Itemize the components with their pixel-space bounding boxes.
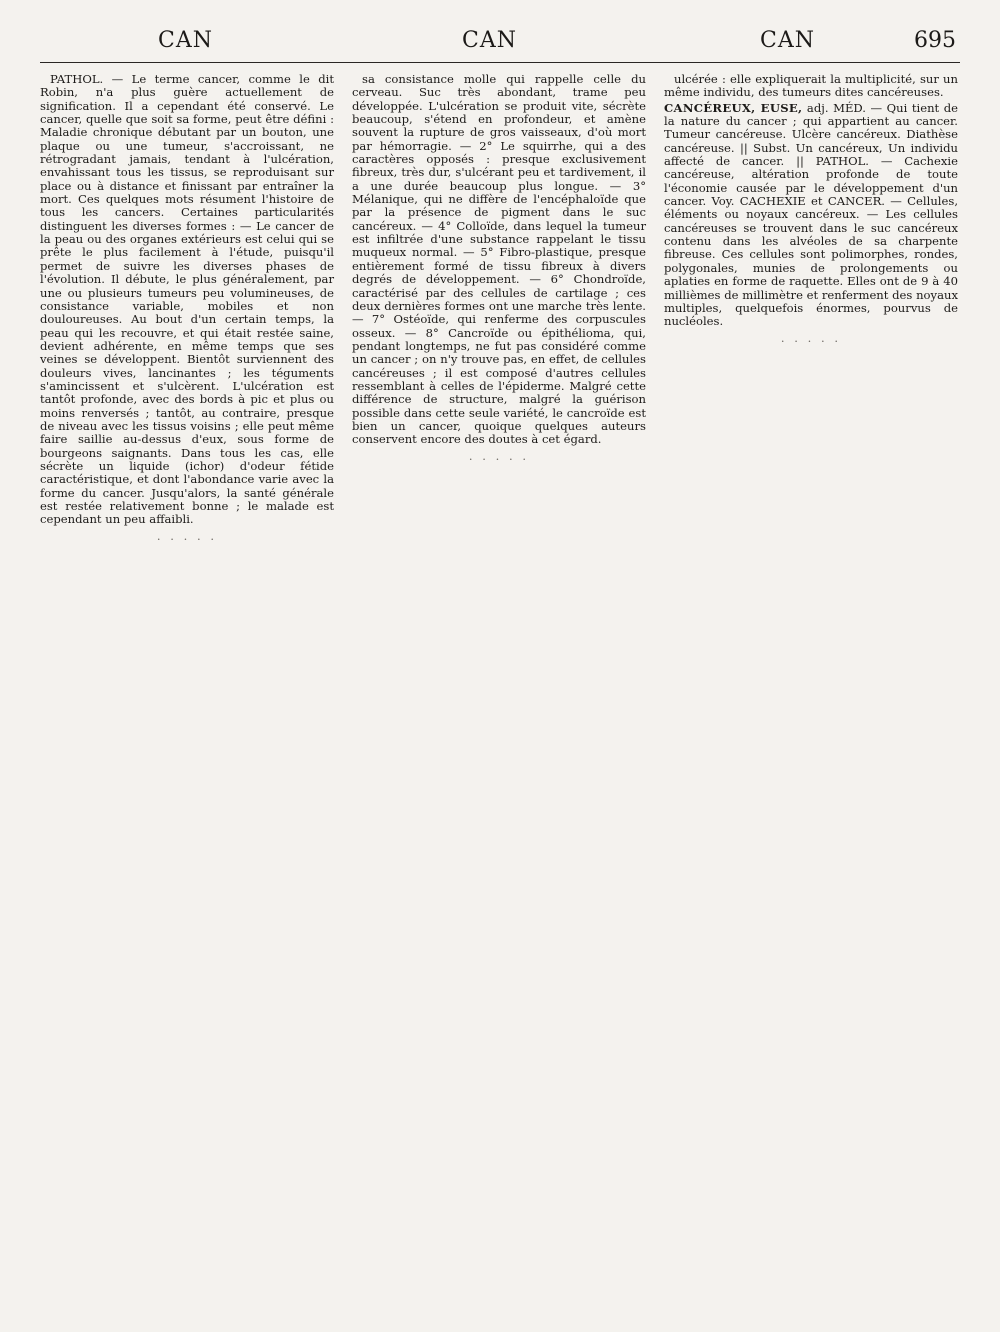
column-middle bbox=[352, 73, 646, 546]
running-head bbox=[40, 22, 960, 63]
running-head-right: CAN bbox=[760, 28, 815, 53]
continued-text-marker: · · · · · bbox=[780, 333, 842, 348]
column-right bbox=[664, 73, 958, 546]
entry-text: adj. MÉD. — Qui tient de la nature du cancer ; qui appartient au cancer. Tumeur cancéreuse. Ulcère cancéreux. Diathèse cancéreuse. || Subst. Un cancéreux, Un individu affecté de cancer. || PATHOL. — Cachexie cancéreuse, altération profonde de toute l'économie causée par le développement d'un cancer. Voy. CACHEXIE et CANCER. — Cellules, éléments ou noyaux cancéreux. — Les cellules cancéreuses se trouvent dans le suc cancéreux contenu dans les alvéoles de sa charpente fibreuse. Ces cellules sont polimorphes, rondes, polygonales, munies de prolongements ou aplaties en forme de raquette. Elles ont de 9 à 40 millièmes de millimètre et renferment des noyaux multiples, quelquefois énormes, pourvus de nucléoles. bbox=[664, 100, 959, 329]
column-paragraph: PATHOL. — Le terme cancer, comme le dit Robin, n'a plus guère actuellement de signification. Il a cependant été conservé. Le cancer, quelle que soit sa forme, peut être défini : Maladie chronique débutant par un bouton, une plaque ou une tumeur, s'accroissant, ne rétrogradant jamais, tendant à l'ulcération, envahissant tous les tissus, se reproduisant sur place ou à distance et finissant par entraîner la mort. Ces quelques mots résument l'histoire de tous les cancers. Certaines particularités distinguent les diverses formes : — Le cancer de la peau ou des organes extérieurs est celui qui se prête le plus facilement à l'étude, puisqu'il permet de suivre les diverses phases de l'évolution. Il débute, le plus généralement, par une ou plusieurs tumeurs peu volumineuses, de consistance variable, mobiles et non douloureuses. Au bout d'un certain temps, la peau qui les recouvre, et qui était restée saine, devient adhérente, en même temps que ses veines se développent. Bientôt surviennent des douleurs vives, lancinantes ; les téguments s'amincissent et s'ulcèrent. L'ulcération est tantôt profonde, avec des bords à pic et plus ou moins renversés ; tantôt, au contraire, presque de niveau avec les tissus voisins ; elle peut même faire saillie au-dessus d'eux, sous forme de bourgeons saignants. Dans tous les cas, elle sécrète un liquide (ichor) d'odeur fétide caractéristique, et dont l'abondance varie avec la forme du cancer. Jusqu'alors, la santé générale est restée relativement bonne ; le malade est cependant un peu affaibli. bbox=[40, 72, 334, 527]
running-head-center: CAN bbox=[462, 28, 517, 53]
page-number: 695 bbox=[914, 28, 956, 53]
continued-text-marker: · · · · · bbox=[468, 451, 530, 466]
dictionary-entry bbox=[664, 102, 958, 329]
column-left bbox=[40, 73, 334, 546]
text-columns bbox=[40, 73, 960, 546]
entry-headword: CANCÉREUX, EUSE, bbox=[664, 100, 803, 115]
column-paragraph: ulcérée : elle expliquerait la multiplicité, sur un même individu, des tumeurs dites cancéreuses. bbox=[664, 72, 958, 100]
column-paragraph: sa consistance molle qui rappelle celle du cerveau. Suc très abondant, trame peu développée. L'ulcération se produit vite, sécrète beaucoup, s'étend en profondeur, et amène souvent la rupture de gros vaisseaux, d'où mort par hémorragie. — 2° Le squirrhe, qui a des caractères opposés : presque exclusivement fibreux, très dur, s'ulcérant peu et tardivement, il a une durée beaucoup plus longue. — 3° Mélanique, qui ne diffère de l'encéphaloïde que par la présence de pigment dans le suc cancéreux. — 4° Colloïde, dans lequel la tumeur est infiltrée d'une substance rappelant le tissu muqueux normal. — 5° Fibro-plastique, presque entièrement formé de tissu fibreux à divers degrés de développement. — 6° Chondroïde, caractérisé par des cellules de cartilage ; ces deux dernières formes ont une marche très lente. — 7° Ostéoïde, qui renferme des corpuscules osseux. — 8° Cancroïde ou épithélioma, qui, pendant longtemps, ne fut pas considéré comme un cancer ; on n'y trouve pas, en effet, de cellules cancéreuses ; il est composé d'autres cellules ressemblant à celles de l'épiderme. Malgré cette différence de structure, malgré la guérison possible dans cette seule variété, le cancroïde est bien un cancer, quoique quelques auteurs conservent encore des doutes à cet égard. bbox=[352, 72, 646, 447]
continued-text-marker: · · · · · bbox=[156, 531, 218, 546]
running-head-left: CAN bbox=[158, 28, 213, 53]
